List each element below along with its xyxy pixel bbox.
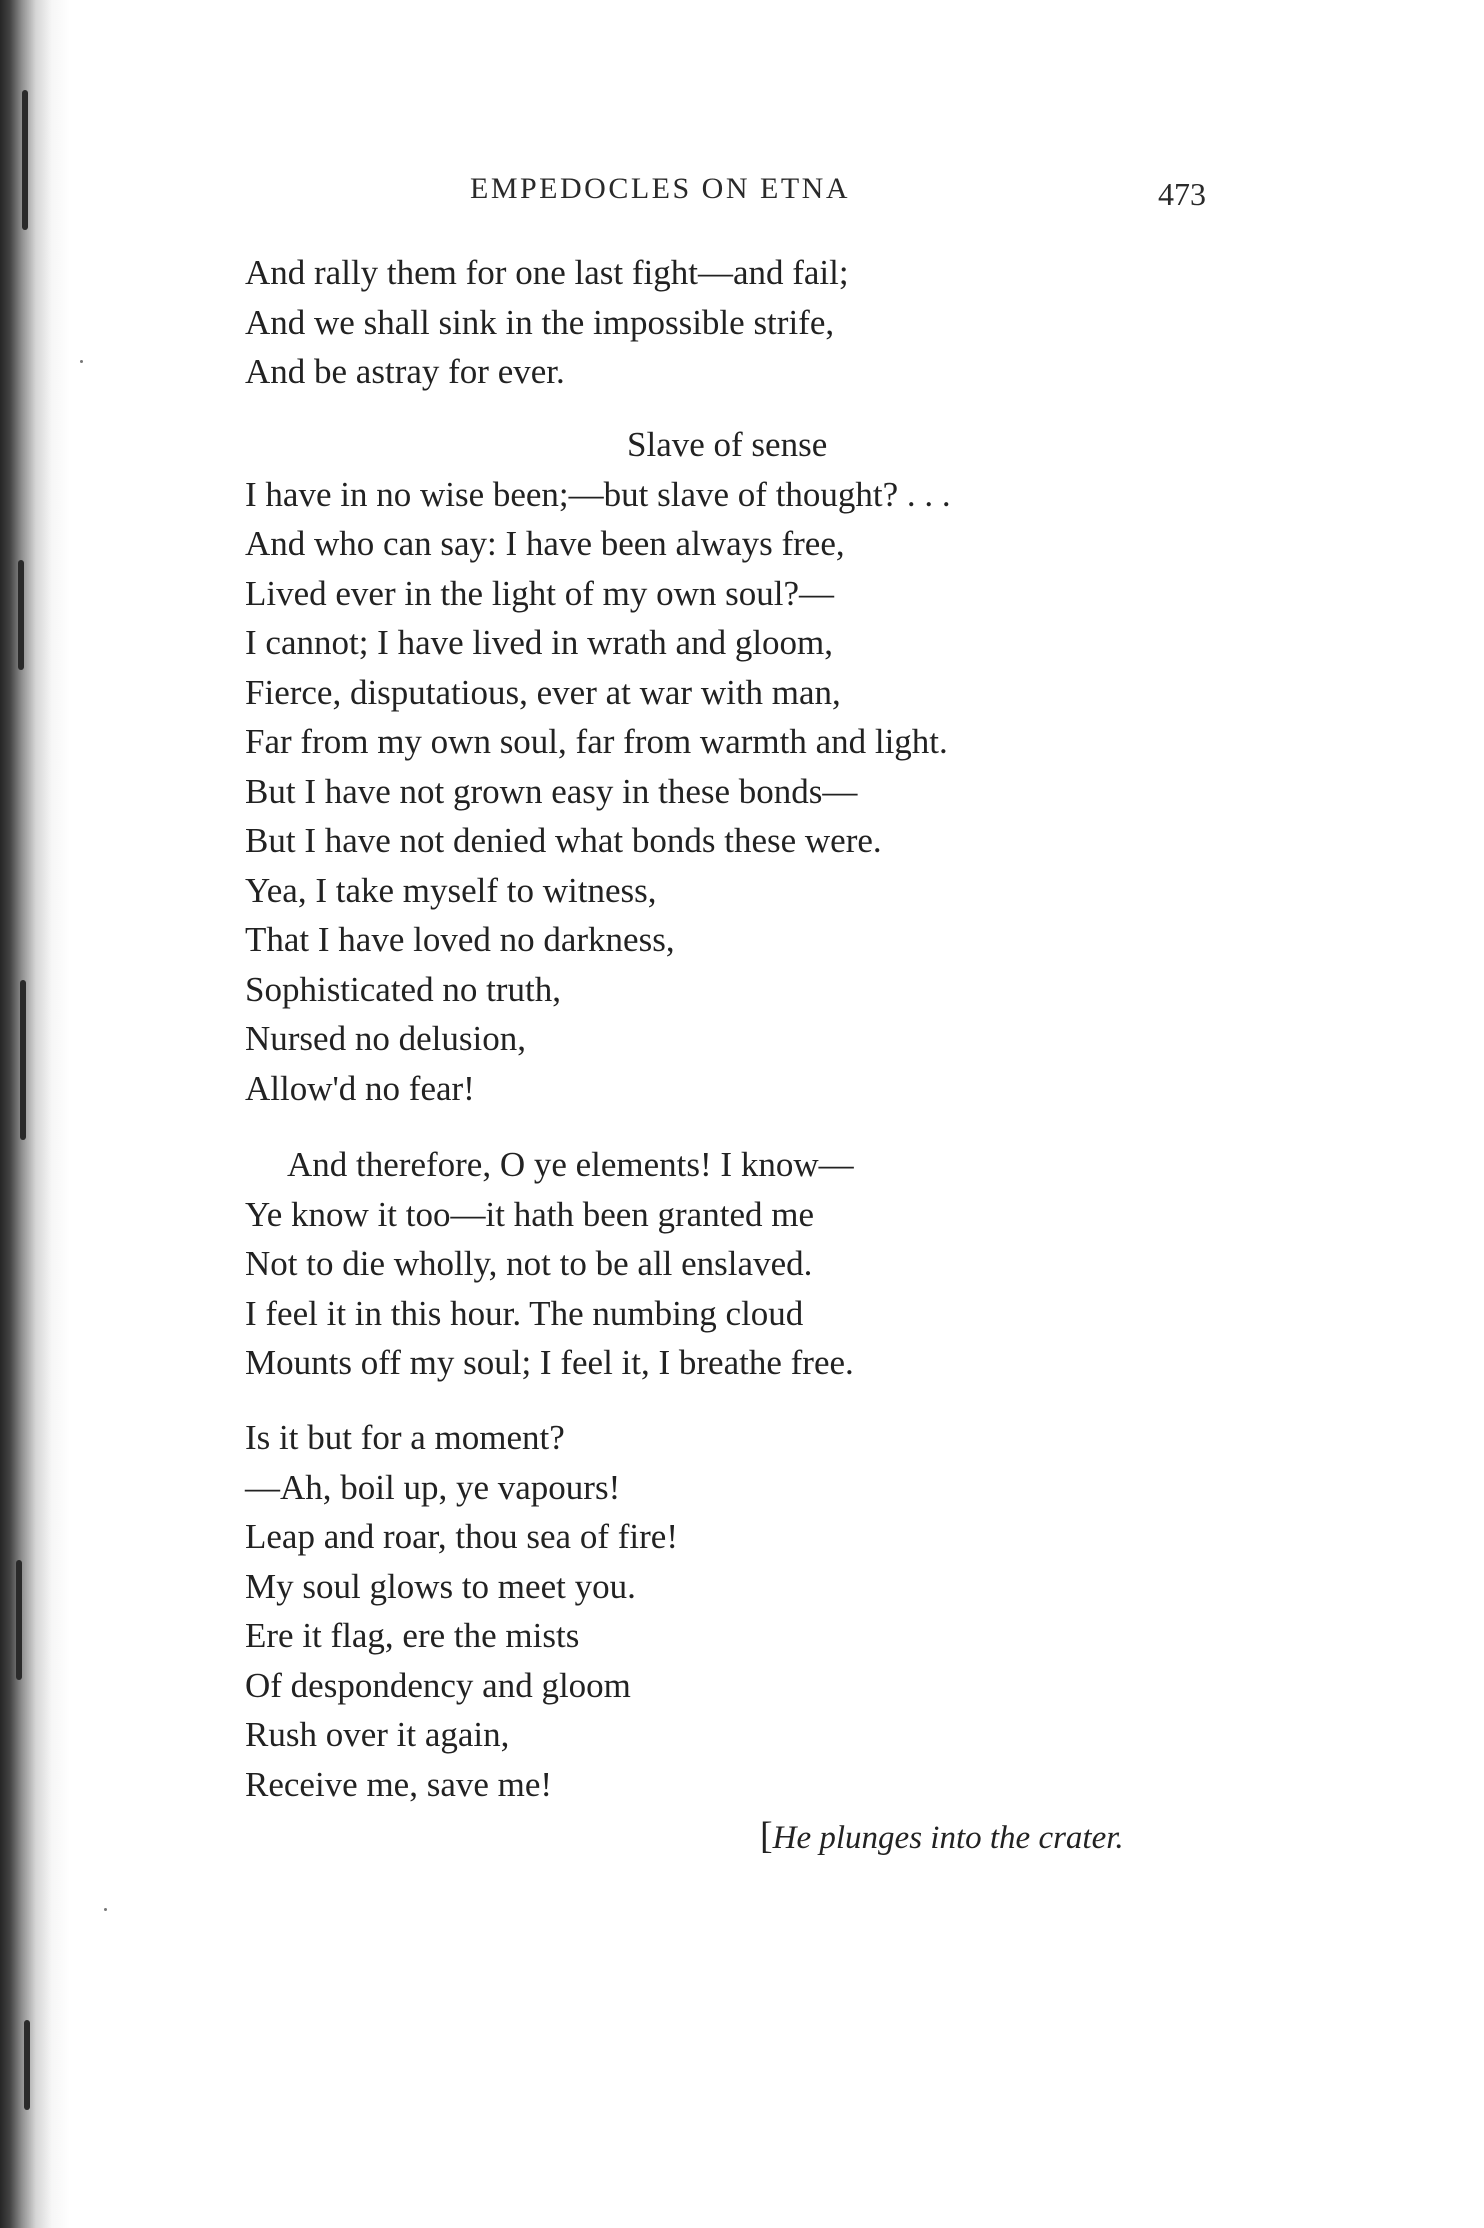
verse-line: Ere it flag, ere the mists [245,1616,580,1655]
verse-line: Far from my own soul, far from warmth and light. [245,722,948,761]
page-binding-shadow [0,0,70,2228]
stage-direction [760,1814,1124,1858]
page-number: 473 [1158,176,1206,212]
paper-speck [80,360,83,363]
verse-line: And rally them for one last fight—and fail; [245,253,849,292]
binding-mark [16,1560,22,1680]
verse-line-indented: And therefore, O ye elements! I know— [287,1145,854,1184]
verse-line: I feel it in this hour. The numbing cloud [245,1293,804,1333]
stanza-2 [245,420,1245,1113]
verse-line: Fierce, disputatious, ever at war with man, [245,672,841,712]
verse-line: Is it but for a moment? [245,1418,565,1457]
binding-mark [20,980,26,1140]
verse-line: Rush over it again, [245,1715,510,1754]
binding-mark [24,2020,30,2110]
stage-direction-bracket: [ [760,1815,773,1857]
stanza-3 [245,1140,1245,1388]
verse-line: I have in no wise been;—but slave of thought? . . . [245,474,951,514]
verse-line: Sophisticated no truth, [245,969,561,1009]
stage-direction-text: He plunges into the crater. [772,1820,1124,1856]
binding-mark [18,560,24,670]
verse-line: Not to die wholly, not to be all enslaved. [245,1244,813,1283]
verse-line: Of despondency and gloom [245,1665,631,1705]
running-title: EMPEDOCLES ON ETNA [470,172,850,205]
verse-line: My soul glows to meet you. [245,1566,636,1606]
verse-line: But I have not grown easy in these bonds— [245,771,858,811]
verse-line: Leap and roar, thou sea of fire! [245,1517,678,1556]
verse-line: Mounts off my soul; I feel it, I breathe free. [245,1343,854,1382]
verse-line: —Ah, boil up, ye vapours! [245,1467,621,1507]
verse-line: And be astray for ever. [245,352,565,391]
verse-line: Ye know it too—it hath been granted me [245,1194,814,1234]
verse-line: Allow'd no fear! [245,1068,475,1108]
stanza-1 [245,248,1245,397]
paper-speck [104,1908,107,1911]
verse-line: Lived ever in the light of my own soul?— [245,573,835,613]
verse-line: And we shall sink in the impossible strife, [245,302,835,342]
verse-line: I cannot; I have lived in wrath and gloom, [245,623,834,662]
verse-line-indented: Slave of sense [627,425,828,464]
stanza-4 [245,1413,1245,1809]
verse-line: And who can say: I have been always free, [245,524,845,563]
verse-line: But I have not denied what bonds these were. [245,821,882,860]
verse-line: Nursed no delusion, [245,1019,526,1058]
running-header [0,172,1484,222]
verse-line: That I have loved no darkness, [245,920,675,959]
verse-line: Yea, I take myself to witness, [245,870,657,910]
verse-line: Receive me, save me! [245,1764,553,1804]
